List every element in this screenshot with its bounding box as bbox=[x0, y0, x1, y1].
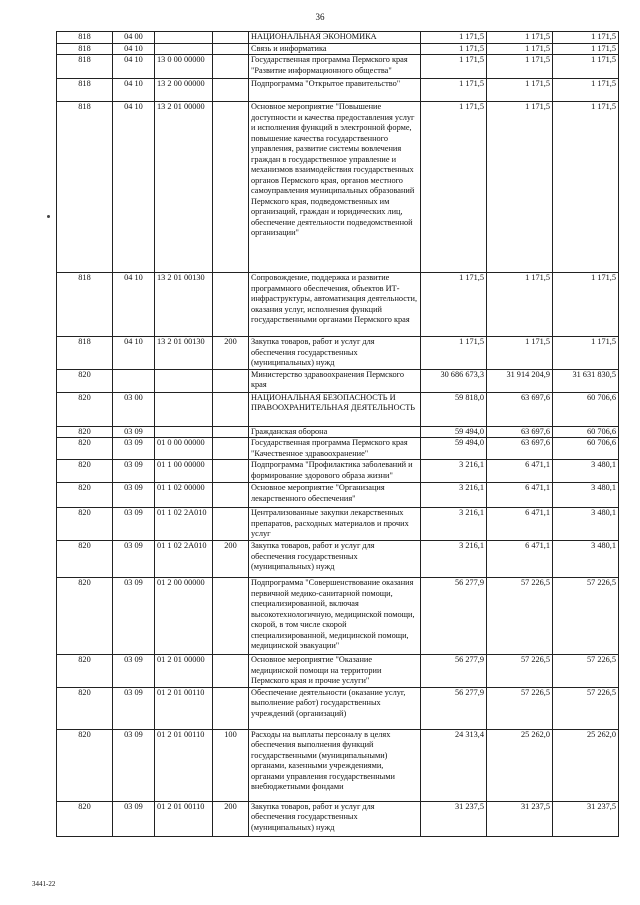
item-name-cell: Закупка товаров, работ и услуг для обеспечения государственных (муниципальных) нужд bbox=[249, 541, 421, 578]
grbs-cell: 820 bbox=[57, 655, 113, 688]
amount-year1-cell: 59 494,0 bbox=[421, 438, 487, 460]
target-article-cell: 13 2 01 00130 bbox=[155, 337, 213, 370]
amount-year2-cell: 57 226,5 bbox=[487, 578, 553, 655]
target-article-cell bbox=[155, 43, 213, 55]
amount-year3-cell: 1 171,5 bbox=[553, 32, 619, 44]
amount-year2-cell: 6 471,1 bbox=[487, 541, 553, 578]
expense-type-cell bbox=[213, 460, 249, 483]
item-name-cell: НАЦИОНАЛЬНАЯ БЕЗОПАСНОСТЬ И ПРАВООХРАНИТЕЛЬНАЯ ДЕЯТЕЛЬНОСТЬ bbox=[249, 392, 421, 426]
amount-year1-cell: 59 818,0 bbox=[421, 392, 487, 426]
target-article-cell: 01 1 02 2А010 bbox=[155, 541, 213, 578]
table-row bbox=[57, 578, 619, 655]
grbs-cell: 820 bbox=[57, 426, 113, 438]
amount-year2-cell: 1 171,5 bbox=[487, 273, 553, 337]
amount-year2-cell: 63 697,6 bbox=[487, 392, 553, 426]
amount-year2-cell: 6 471,1 bbox=[487, 483, 553, 508]
item-name-cell: Закупка товаров, работ и услуг для обеспечения государственных (муниципальных) нужд bbox=[249, 337, 421, 370]
budget-table-body bbox=[57, 32, 619, 837]
section-code-cell: 03 09 bbox=[113, 460, 155, 483]
amount-year3-cell: 31 237,5 bbox=[553, 801, 619, 836]
section-code-cell: 03 09 bbox=[113, 426, 155, 438]
amount-year1-cell: 1 171,5 bbox=[421, 337, 487, 370]
table-row bbox=[57, 483, 619, 508]
table-row bbox=[57, 43, 619, 55]
grbs-cell: 820 bbox=[57, 729, 113, 801]
table-row bbox=[57, 687, 619, 729]
amount-year2-cell: 1 171,5 bbox=[487, 337, 553, 370]
table-row bbox=[57, 32, 619, 44]
section-code-cell: 03 09 bbox=[113, 508, 155, 541]
section-code-cell: 03 09 bbox=[113, 655, 155, 688]
table-row bbox=[57, 801, 619, 836]
amount-year2-cell: 57 226,5 bbox=[487, 687, 553, 729]
target-article-cell: 01 1 00 00000 bbox=[155, 460, 213, 483]
item-name-cell: Министерство здравоохранения Пермского края bbox=[249, 369, 421, 392]
amount-year3-cell: 60 706,6 bbox=[553, 426, 619, 438]
target-article-cell: 01 2 01 00110 bbox=[155, 687, 213, 729]
target-article-cell: 01 0 00 00000 bbox=[155, 438, 213, 460]
item-name-cell: Закупка товаров, работ и услуг для обеспечения государственных (муниципальных) нужд bbox=[249, 801, 421, 836]
target-article-cell: 13 2 01 00000 bbox=[155, 102, 213, 273]
grbs-cell: 820 bbox=[57, 687, 113, 729]
amount-year1-cell: 1 171,5 bbox=[421, 102, 487, 273]
table-row bbox=[57, 369, 619, 392]
section-code-cell: 03 09 bbox=[113, 438, 155, 460]
amount-year1-cell: 1 171,5 bbox=[421, 55, 487, 79]
budget-table bbox=[56, 31, 619, 837]
section-code-cell: 03 09 bbox=[113, 483, 155, 508]
section-code-cell: 03 00 bbox=[113, 392, 155, 426]
expense-type-cell: 100 bbox=[213, 729, 249, 801]
amount-year3-cell: 1 171,5 bbox=[553, 43, 619, 55]
amount-year3-cell: 60 706,6 bbox=[553, 392, 619, 426]
page-number: 36 bbox=[315, 12, 325, 22]
expense-type-cell bbox=[213, 426, 249, 438]
section-code-cell: 04 10 bbox=[113, 55, 155, 79]
amount-year2-cell: 6 471,1 bbox=[487, 460, 553, 483]
amount-year1-cell: 1 171,5 bbox=[421, 43, 487, 55]
expense-type-cell bbox=[213, 687, 249, 729]
table-row bbox=[57, 655, 619, 688]
amount-year1-cell: 3 216,1 bbox=[421, 541, 487, 578]
item-name-cell: Основное мероприятие "Оказание медицинской помощи на территории Пермского края и прочие услуги" bbox=[249, 655, 421, 688]
amount-year1-cell: 31 237,5 bbox=[421, 801, 487, 836]
expense-type-cell bbox=[213, 655, 249, 688]
grbs-cell: 818 bbox=[57, 43, 113, 55]
grbs-cell: 820 bbox=[57, 392, 113, 426]
amount-year3-cell: 1 171,5 bbox=[553, 273, 619, 337]
table-row bbox=[57, 79, 619, 102]
grbs-cell: 820 bbox=[57, 438, 113, 460]
table-row bbox=[57, 460, 619, 483]
section-code-cell: 03 09 bbox=[113, 729, 155, 801]
item-name-cell: Подпрограмма "Совершенствование оказания первичной медико-санитарной помощи, специализированной, включая высокотехнологичную, медицинской помощи, скорой, в том числе скорой специализированной, медицинской помощи, медицинской эвакуации" bbox=[249, 578, 421, 655]
expense-type-cell bbox=[213, 438, 249, 460]
section-code-cell: 03 09 bbox=[113, 687, 155, 729]
item-name-cell: Государственная программа Пермского края "Развитие информационного общества" bbox=[249, 55, 421, 79]
target-article-cell: 13 2 01 00130 bbox=[155, 273, 213, 337]
amount-year3-cell: 3 480,1 bbox=[553, 460, 619, 483]
item-name-cell: Подпрограмма "Профилактика заболеваний и формирование здорового образа жизни" bbox=[249, 460, 421, 483]
target-article-cell: 13 2 00 00000 bbox=[155, 79, 213, 102]
section-code-cell bbox=[113, 369, 155, 392]
expense-type-cell: 200 bbox=[213, 337, 249, 370]
grbs-cell: 818 bbox=[57, 55, 113, 79]
expense-type-cell bbox=[213, 43, 249, 55]
expense-type-cell bbox=[213, 508, 249, 541]
amount-year2-cell: 31 237,5 bbox=[487, 801, 553, 836]
section-code-cell: 03 09 bbox=[113, 801, 155, 836]
expense-type-cell bbox=[213, 102, 249, 273]
target-article-cell bbox=[155, 32, 213, 44]
amount-year3-cell: 57 226,5 bbox=[553, 687, 619, 729]
section-code-cell: 04 10 bbox=[113, 273, 155, 337]
amount-year3-cell: 1 171,5 bbox=[553, 102, 619, 273]
amount-year1-cell: 56 277,9 bbox=[421, 578, 487, 655]
amount-year2-cell: 63 697,6 bbox=[487, 438, 553, 460]
grbs-cell: 818 bbox=[57, 273, 113, 337]
amount-year3-cell: 1 171,5 bbox=[553, 79, 619, 102]
amount-year1-cell: 59 494,0 bbox=[421, 426, 487, 438]
amount-year3-cell: 25 262,0 bbox=[553, 729, 619, 801]
expense-type-cell: 200 bbox=[213, 801, 249, 836]
grbs-cell: 820 bbox=[57, 578, 113, 655]
amount-year2-cell: 6 471,1 bbox=[487, 508, 553, 541]
item-name-cell: Сопровождение, поддержка и развитие программного обеспечения, объектов ИТ-инфраструктуры, автоматизация деятельности, оказания услуг, исполнения функций государственными органами Пермского края bbox=[249, 273, 421, 337]
expense-type-cell bbox=[213, 79, 249, 102]
amount-year3-cell: 31 631 830,5 bbox=[553, 369, 619, 392]
table-row bbox=[57, 392, 619, 426]
amount-year3-cell: 3 480,1 bbox=[553, 541, 619, 578]
grbs-cell: 820 bbox=[57, 369, 113, 392]
item-name-cell: Обеспечение деятельности (оказание услуг, выполнение работ) государственных учреждений (организаций) bbox=[249, 687, 421, 729]
expense-type-cell bbox=[213, 32, 249, 44]
amount-year1-cell: 24 313,4 bbox=[421, 729, 487, 801]
amount-year1-cell: 3 216,1 bbox=[421, 508, 487, 541]
item-name-cell: Основное мероприятие "Организация лекарственного обеспечения" bbox=[249, 483, 421, 508]
amount-year1-cell: 30 686 673,3 bbox=[421, 369, 487, 392]
expense-type-cell bbox=[213, 55, 249, 79]
section-code-cell: 04 10 bbox=[113, 79, 155, 102]
amount-year1-cell: 3 216,1 bbox=[421, 483, 487, 508]
item-name-cell: Централизованные закупки лекарственных препаратов, расходных материалов и прочих услуг bbox=[249, 508, 421, 541]
grbs-cell: 820 bbox=[57, 460, 113, 483]
section-code-cell: 03 09 bbox=[113, 578, 155, 655]
target-article-cell: 01 2 01 00110 bbox=[155, 801, 213, 836]
table-row bbox=[57, 541, 619, 578]
amount-year2-cell: 1 171,5 bbox=[487, 43, 553, 55]
grbs-cell: 820 bbox=[57, 508, 113, 541]
grbs-cell: 818 bbox=[57, 102, 113, 273]
section-code-cell: 03 09 bbox=[113, 541, 155, 578]
item-name-cell: Подпрограмма "Открытое правительство" bbox=[249, 79, 421, 102]
amount-year3-cell: 60 706,6 bbox=[553, 438, 619, 460]
amount-year3-cell: 3 480,1 bbox=[553, 508, 619, 541]
grbs-cell: 818 bbox=[57, 32, 113, 44]
section-code-cell: 04 10 bbox=[113, 102, 155, 273]
target-article-cell bbox=[155, 392, 213, 426]
target-article-cell bbox=[155, 369, 213, 392]
amount-year2-cell: 31 914 204,9 bbox=[487, 369, 553, 392]
table-row bbox=[57, 508, 619, 541]
amount-year1-cell: 3 216,1 bbox=[421, 460, 487, 483]
item-name-cell: Государственная программа Пермского края "Качественное здравоохранение" bbox=[249, 438, 421, 460]
item-name-cell: НАЦИОНАЛЬНАЯ ЭКОНОМИКА bbox=[249, 32, 421, 44]
section-code-cell: 04 10 bbox=[113, 43, 155, 55]
amount-year3-cell: 1 171,5 bbox=[553, 337, 619, 370]
amount-year2-cell: 1 171,5 bbox=[487, 102, 553, 273]
amount-year3-cell: 3 480,1 bbox=[553, 483, 619, 508]
target-article-cell: 01 1 02 00000 bbox=[155, 483, 213, 508]
expense-type-cell bbox=[213, 483, 249, 508]
grbs-cell: 820 bbox=[57, 801, 113, 836]
amount-year1-cell: 56 277,9 bbox=[421, 655, 487, 688]
expense-type-cell bbox=[213, 273, 249, 337]
table-row bbox=[57, 337, 619, 370]
target-article-cell bbox=[155, 426, 213, 438]
item-name-cell: Основное мероприятие "Повышение доступности и качества предоставления услуг и исполнения функций в электронной форме, повышение качества государственного управления, развитие системы вовлечения граждан в государственное управление и механизмов взаимодействия государственных органов Пермского края, органов местного самоуправления муниципальных образований Пермского края, подведомственных им организаций, граждан и юридических лиц, обеспечение деятельности подведомственной организации" bbox=[249, 102, 421, 273]
amount-year1-cell: 1 171,5 bbox=[421, 273, 487, 337]
table-row bbox=[57, 102, 619, 273]
footer-code: 3441-22 bbox=[32, 880, 56, 888]
amount-year2-cell: 63 697,6 bbox=[487, 426, 553, 438]
amount-year3-cell: 1 171,5 bbox=[553, 55, 619, 79]
amount-year2-cell: 57 226,5 bbox=[487, 655, 553, 688]
table-row bbox=[57, 438, 619, 460]
section-code-cell: 04 10 bbox=[113, 337, 155, 370]
expense-type-cell bbox=[213, 392, 249, 426]
amount-year3-cell: 57 226,5 bbox=[553, 578, 619, 655]
section-code-cell: 04 00 bbox=[113, 32, 155, 44]
margin-dot bbox=[47, 215, 50, 218]
table-row bbox=[57, 729, 619, 801]
grbs-cell: 820 bbox=[57, 541, 113, 578]
amount-year1-cell: 1 171,5 bbox=[421, 79, 487, 102]
grbs-cell: 818 bbox=[57, 337, 113, 370]
table-row bbox=[57, 273, 619, 337]
amount-year3-cell: 57 226,5 bbox=[553, 655, 619, 688]
expense-type-cell bbox=[213, 369, 249, 392]
amount-year2-cell: 1 171,5 bbox=[487, 79, 553, 102]
target-article-cell: 01 1 02 2А010 bbox=[155, 508, 213, 541]
grbs-cell: 818 bbox=[57, 79, 113, 102]
grbs-cell: 820 bbox=[57, 483, 113, 508]
amount-year1-cell: 1 171,5 bbox=[421, 32, 487, 44]
amount-year2-cell: 1 171,5 bbox=[487, 32, 553, 44]
expense-type-cell: 200 bbox=[213, 541, 249, 578]
target-article-cell: 01 2 01 00000 bbox=[155, 655, 213, 688]
item-name-cell: Связь и информатика bbox=[249, 43, 421, 55]
expense-type-cell bbox=[213, 578, 249, 655]
amount-year2-cell: 1 171,5 bbox=[487, 55, 553, 79]
table-row bbox=[57, 55, 619, 79]
table-row bbox=[57, 426, 619, 438]
item-name-cell: Расходы на выплаты персоналу в целях обеспечения выполнения функций государственными (муниципальными) органами, казенными учреждениями, органами управления государственными внебюджетными фондами bbox=[249, 729, 421, 801]
item-name-cell: Гражданская оборона bbox=[249, 426, 421, 438]
amount-year1-cell: 56 277,9 bbox=[421, 687, 487, 729]
target-article-cell: 01 2 01 00110 bbox=[155, 729, 213, 801]
target-article-cell: 13 0 00 00000 bbox=[155, 55, 213, 79]
amount-year2-cell: 25 262,0 bbox=[487, 729, 553, 801]
target-article-cell: 01 2 00 00000 bbox=[155, 578, 213, 655]
